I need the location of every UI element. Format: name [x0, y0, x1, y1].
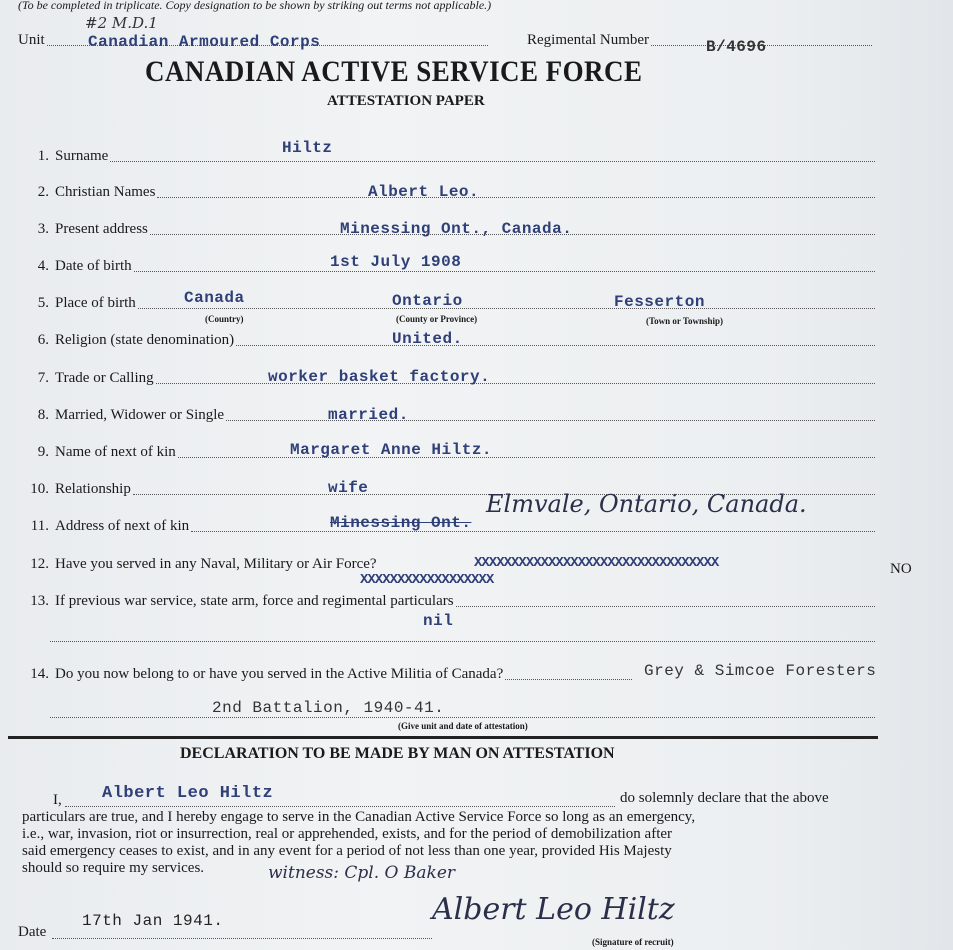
- signature-caption: (Signature of recruit): [592, 937, 674, 947]
- regimental-number-label: Regimental Number: [527, 32, 650, 48]
- declaration-line: particulars are true, and I hereby engage to serve in the Canadian Active Service Force so long as an emergency,: [22, 809, 696, 825]
- birth-province-value: Ontario: [392, 292, 463, 310]
- date-value: 17th Jan 1941.: [82, 912, 224, 930]
- witness-signature: witness: Cpl. O Baker: [268, 863, 455, 883]
- prior-service-struck-line-2: XXXXXXXXXXXXXXXXXX: [360, 572, 494, 588]
- birth-province-caption: (County or Province): [396, 314, 478, 324]
- next-of-kin-value: Margaret Anne Hiltz.: [290, 441, 493, 459]
- dotted-line: [50, 641, 875, 642]
- section-divider: [8, 736, 878, 739]
- birth-town-caption: (Town or Township): [646, 316, 724, 326]
- field-active-militia: 14. Do you now belong to or have you served in the Active Militia of Canada?: [22, 666, 632, 683]
- surname-value: Hiltz: [282, 139, 333, 157]
- field-present-address: 3. Present address: [22, 221, 875, 238]
- field-religion: 6. Religion (state denomination): [22, 332, 875, 349]
- field-trade: 7. Trade or Calling: [22, 370, 875, 387]
- declaration-line-1-end: do solemnly declare that the above: [620, 790, 829, 806]
- birth-country-value: Canada: [184, 289, 245, 307]
- relationship-value: wife: [328, 479, 369, 497]
- birth-town-value: Fesserton: [614, 293, 705, 311]
- next-of-kin-address-struck: Minessing Ont.: [330, 514, 472, 532]
- declaration-line: i.e., war, invasion, riot or insurrection, real or apprehended, exists, and for the period of demobilization after: [22, 826, 673, 842]
- field-marital-status: 8. Married, Widower or Single: [22, 407, 875, 424]
- trade-value: worker basket factory.: [268, 368, 491, 386]
- field-next-of-kin-address: 11. Address of next of kin: [22, 518, 875, 535]
- field-prior-service: 12. Have you served in any Naval, Military or Air Force?: [30, 556, 377, 572]
- next-of-kin-address-handwritten: Elmvale, Ontario, Canada.: [486, 490, 807, 518]
- active-militia-value: Grey & Simcoe Foresters: [644, 662, 877, 680]
- document-title: CANADIAN ACTIVE SERVICE FORCE: [145, 55, 643, 88]
- field-christian-names: 2. Christian Names: [22, 184, 875, 201]
- unit-value: Canadian Armoured Corps: [88, 33, 321, 51]
- field-next-of-kin: 9. Name of next of kin: [22, 444, 875, 461]
- declaration-title: DECLARATION TO BE MADE BY MAN ON ATTESTATION: [180, 745, 615, 762]
- declaration-line: should so require my services.: [22, 860, 205, 876]
- previous-war-service-value: nil: [423, 612, 454, 630]
- christian-names-value: Albert Leo.: [368, 183, 480, 201]
- handwritten-note: #2 M.D.1: [85, 14, 158, 32]
- unit-label: Unit: [18, 32, 45, 48]
- regimental-number-value: B/4696: [706, 38, 767, 56]
- field-surname: 1. Surname: [22, 148, 875, 165]
- field-relationship: 10. Relationship: [22, 481, 875, 498]
- dotted-line: [50, 717, 875, 718]
- present-address-value: Minessing Ont., Canada.: [340, 220, 573, 238]
- dotted-line: [65, 806, 615, 807]
- dotted-line: [52, 938, 432, 939]
- field-place-of-birth: 5. Place of birth: [22, 295, 875, 312]
- declaration-i-label: I,: [53, 792, 62, 808]
- recruit-signature: Albert Leo Hiltz: [432, 892, 675, 927]
- active-militia-caption: (Give unit and date of attestation): [398, 721, 528, 731]
- regimental-number-row: [527, 32, 872, 49]
- religion-value: United.: [392, 330, 463, 348]
- birth-country-caption: (Country): [205, 314, 244, 324]
- prior-service-answer: NO: [890, 561, 912, 577]
- prior-service-struck-line-1: XXXXXXXXXXXXXXXXXXXXXXXXXXXXXXXXX: [474, 555, 719, 571]
- field-previous-war-service: 13. If previous war service, state arm, force and regimental particulars: [22, 593, 875, 610]
- document-subtitle: ATTESTATION PAPER: [327, 93, 485, 109]
- date-label: Date: [18, 924, 47, 940]
- field-date-of-birth: 4. Date of birth: [22, 258, 875, 275]
- marital-status-value: married.: [328, 406, 409, 424]
- declaration-line: said emergency ceases to exist, and in any event for a period of not less than one year, provided His Majesty: [22, 843, 672, 859]
- date-of-birth-value: 1st July 1908: [330, 253, 462, 271]
- instruction-note: (To be completed in triplicate. Copy designation to be shown by striking out terms not applicable.): [18, 0, 492, 12]
- active-militia-value-2: 2nd Battalion, 1940-41.: [212, 699, 445, 717]
- declarant-name: Albert Leo Hiltz: [102, 784, 274, 803]
